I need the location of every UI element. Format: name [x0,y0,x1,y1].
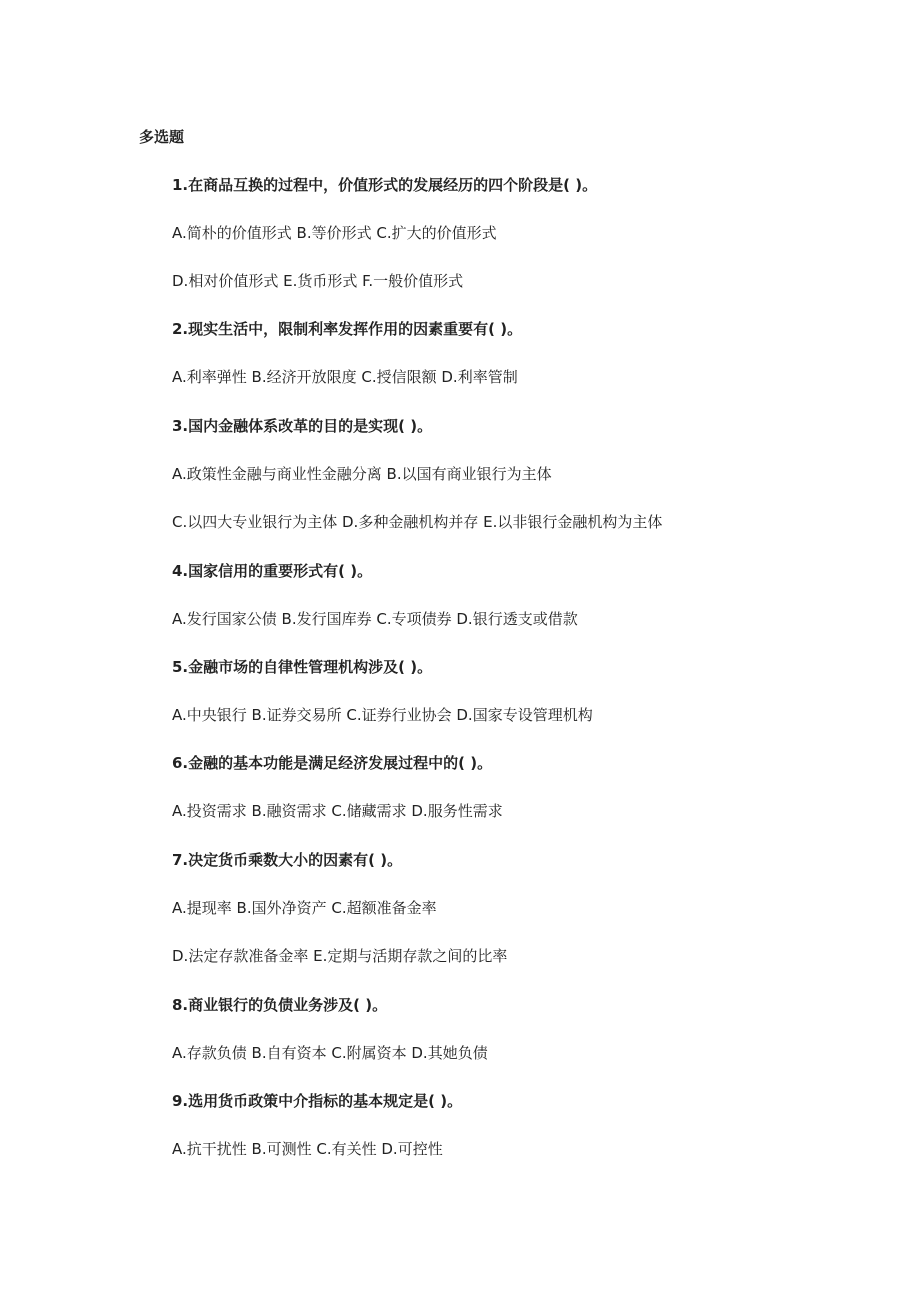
question-3-stem: 3.国内金融体系改革的目的是实现( )。 [172,417,433,435]
question-9-options-line-1: A.抗干扰性 B.可测性 C.有关性 D.可控性 [172,1140,443,1158]
question-3-options-line-1: A.政策性金融与商业性金融分离 B.以国有商业银行为主体 [172,465,552,483]
question-8-options-line-1: A.存款负债 B.自有资本 C.附属资本 D.其她负债 [172,1044,488,1062]
question-4-options-line-1: A.发行国家公债 B.发行国库券 C.专项债券 D.银行透支或借款 [172,610,578,628]
question-4-stem: 4.国家信用的重要形式有( )。 [172,562,373,580]
question-6-stem: 6.金融的基本功能是满足经济发展过程中的( )。 [172,754,493,772]
question-5-options-line-1: A.中央银行 B.证券交易所 C.证券行业协会 D.国家专设管理机构 [172,706,593,724]
question-2-stem: 2.现实生活中，限制利率发挥作用的因素重要有( )。 [172,320,523,338]
question-9-stem: 9.选用货币政策中介指标的基本规定是( )。 [172,1092,463,1110]
question-1-options-line-1: A.简朴的价值形式 B.等价形式 C.扩大的价值形式 [172,224,497,242]
section-title: 多选题 [139,128,185,146]
question-3-options-line-2: C.以四大专业银行为主体 D.多种金融机构并存 E.以非银行金融机构为主体 [172,513,663,531]
question-5-stem: 5.金融市场的自律性管理机构涉及( )。 [172,658,433,676]
question-8-stem: 8.商业银行的负债业务涉及( )。 [172,996,388,1014]
question-1-options-line-2: D.相对价值形式 E.货币形式 F.一般价值形式 [172,272,464,290]
question-2-options-line-1: A.利率弹性 B.经济开放限度 C.授信限额 D.利率管制 [172,368,518,386]
question-7-options-line-2: D.法定存款准备金率 E.定期与活期存款之间的比率 [172,947,508,965]
question-7-stem: 7.决定货币乘数大小的因素有( )。 [172,851,403,869]
question-6-options-line-1: A.投资需求 B.融资需求 C.储藏需求 D.服务性需求 [172,802,503,820]
question-1-stem: 1.在商品互换的过程中，价值形式的发展经历的四个阶段是( )。 [172,176,598,194]
question-7-options-line-1: A.提现率 B.国外净资产 C.超额准备金率 [172,899,437,917]
